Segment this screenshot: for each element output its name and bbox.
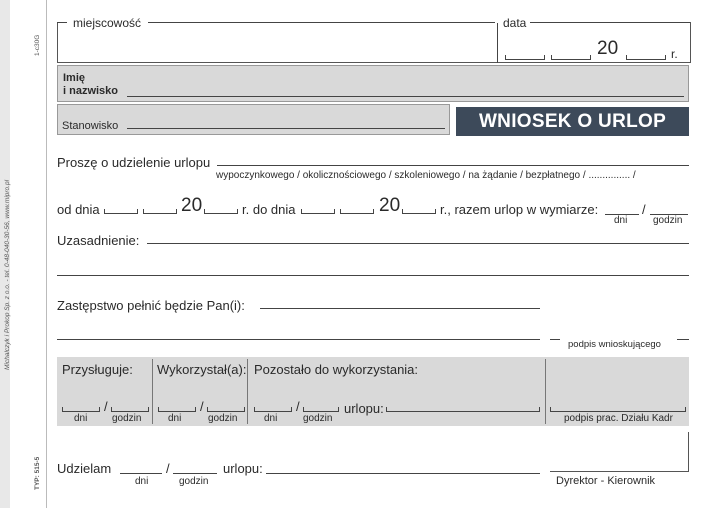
granted-hours-caption: godzin xyxy=(179,476,209,487)
to-label: r. do dnia xyxy=(242,202,296,217)
substitute-field-2[interactable] xyxy=(57,339,540,340)
entitled-days-caption: dni xyxy=(74,413,88,424)
form-type: TYP: 515-5 xyxy=(34,456,41,490)
remaining-slash: / xyxy=(296,399,300,414)
total-hours-caption: godzin xyxy=(653,215,683,226)
leave-types: wypoczynkowego / okolicznościowego / szkoleniowego / na żądanie / bezpłatnego / ............... / xyxy=(216,170,636,181)
entitled-slash: / xyxy=(104,399,108,414)
manager-caption: Dyrektor - Kierownik xyxy=(556,475,656,487)
remaining-days-field[interactable] xyxy=(254,407,292,412)
date-year-suffix: r. xyxy=(671,47,678,61)
to-year-field[interactable] xyxy=(402,209,436,214)
granted-days-field[interactable] xyxy=(120,473,162,474)
publisher-info: Michalczyk i Prokop Sp. z o.o. - tel. 0-48-040-30-56, www.mipro.pl xyxy=(4,179,11,370)
substitute-field-1[interactable] xyxy=(260,308,540,309)
granted-hours-field[interactable] xyxy=(173,473,217,474)
justification-label: Uzasadnienie: xyxy=(57,233,140,248)
grant-leave-field[interactable] xyxy=(266,473,540,474)
justification-field-2[interactable] xyxy=(57,275,689,276)
total-days-caption: dni xyxy=(614,215,628,226)
name-field[interactable] xyxy=(127,96,684,97)
header-box xyxy=(57,22,691,63)
used-hours-field[interactable] xyxy=(207,407,245,412)
sig-left-tick xyxy=(550,339,560,340)
sig-right-tick xyxy=(677,339,689,340)
from-month-field[interactable] xyxy=(143,209,177,214)
hr-signature-caption: podpis prac. Działu Kadr xyxy=(564,413,673,424)
used-slash: / xyxy=(200,399,204,414)
from-day-field[interactable] xyxy=(104,209,138,214)
header-top-left xyxy=(57,22,67,23)
balance-leave-field[interactable] xyxy=(386,407,540,412)
remaining-days-caption: dni xyxy=(264,413,278,424)
place-label: miejscowość xyxy=(73,16,142,30)
entitled-label: Przysługuje: xyxy=(62,362,133,377)
used-hours-caption: godzin xyxy=(208,413,238,424)
date-year-field[interactable] xyxy=(626,55,666,60)
remaining-hours-field[interactable] xyxy=(303,407,339,412)
used-label: Wykorzystał(a): xyxy=(157,362,247,377)
remaining-label: Pozostało do wykorzystania: xyxy=(254,362,419,377)
applicant-signature-caption: podpis wnioskującego xyxy=(568,339,661,350)
margin-rule xyxy=(46,0,47,508)
position-label: Stanowisko xyxy=(62,120,119,132)
name-label-1: Imię xyxy=(63,72,86,84)
justification-field-1[interactable] xyxy=(147,243,689,244)
header-top-right xyxy=(530,22,690,23)
used-days-caption: dni xyxy=(168,413,182,424)
date-day-field[interactable] xyxy=(505,55,545,60)
balance-divider-1 xyxy=(152,359,153,424)
hr-signature-field[interactable] xyxy=(550,407,686,412)
entitled-hours-caption: godzin xyxy=(112,413,142,424)
date-year-prefix: 20 xyxy=(597,38,619,59)
header-top-mid xyxy=(148,22,495,23)
to-day-field[interactable] xyxy=(301,209,335,214)
header-divider xyxy=(497,23,498,63)
grant-leave-label: urlopu: xyxy=(223,461,263,476)
balance-leave-label: urlopu: xyxy=(344,401,384,416)
used-days-field[interactable] xyxy=(158,407,196,412)
request-lead: Proszę o udzielenie urlopu xyxy=(57,155,211,170)
entitled-hours-field[interactable] xyxy=(111,407,149,412)
from-year-prefix: 20 xyxy=(181,195,203,216)
balance-divider-2 xyxy=(247,359,248,424)
date-month-field[interactable] xyxy=(551,55,591,60)
form-title: WNIOSEK O URLOP xyxy=(456,107,689,136)
from-year-field[interactable] xyxy=(204,209,238,214)
substitute-label: Zastępstwo pełnić będzie Pan(i): xyxy=(57,298,245,313)
remaining-hours-caption: godzin xyxy=(303,413,333,424)
date-label: data xyxy=(503,16,527,30)
name-label-2: i nazwisko xyxy=(63,85,119,97)
to-year-prefix: 20 xyxy=(379,195,401,216)
granted-days-caption: dni xyxy=(135,476,149,487)
form-code: 1-c30G xyxy=(34,34,41,56)
granted-slash: / xyxy=(166,461,170,476)
granted-label: Udzielam xyxy=(57,461,112,476)
balance-divider-3 xyxy=(545,359,546,424)
leave-type-field[interactable] xyxy=(217,165,689,166)
entitled-days-field[interactable] xyxy=(62,407,100,412)
from-label: od dnia xyxy=(57,202,100,217)
total-slash: / xyxy=(642,202,646,217)
position-field[interactable] xyxy=(127,128,445,129)
manager-signature-box[interactable] xyxy=(550,432,689,472)
to-month-field[interactable] xyxy=(340,209,374,214)
total-label: r., razem urlop w wymiarze: xyxy=(440,202,599,217)
